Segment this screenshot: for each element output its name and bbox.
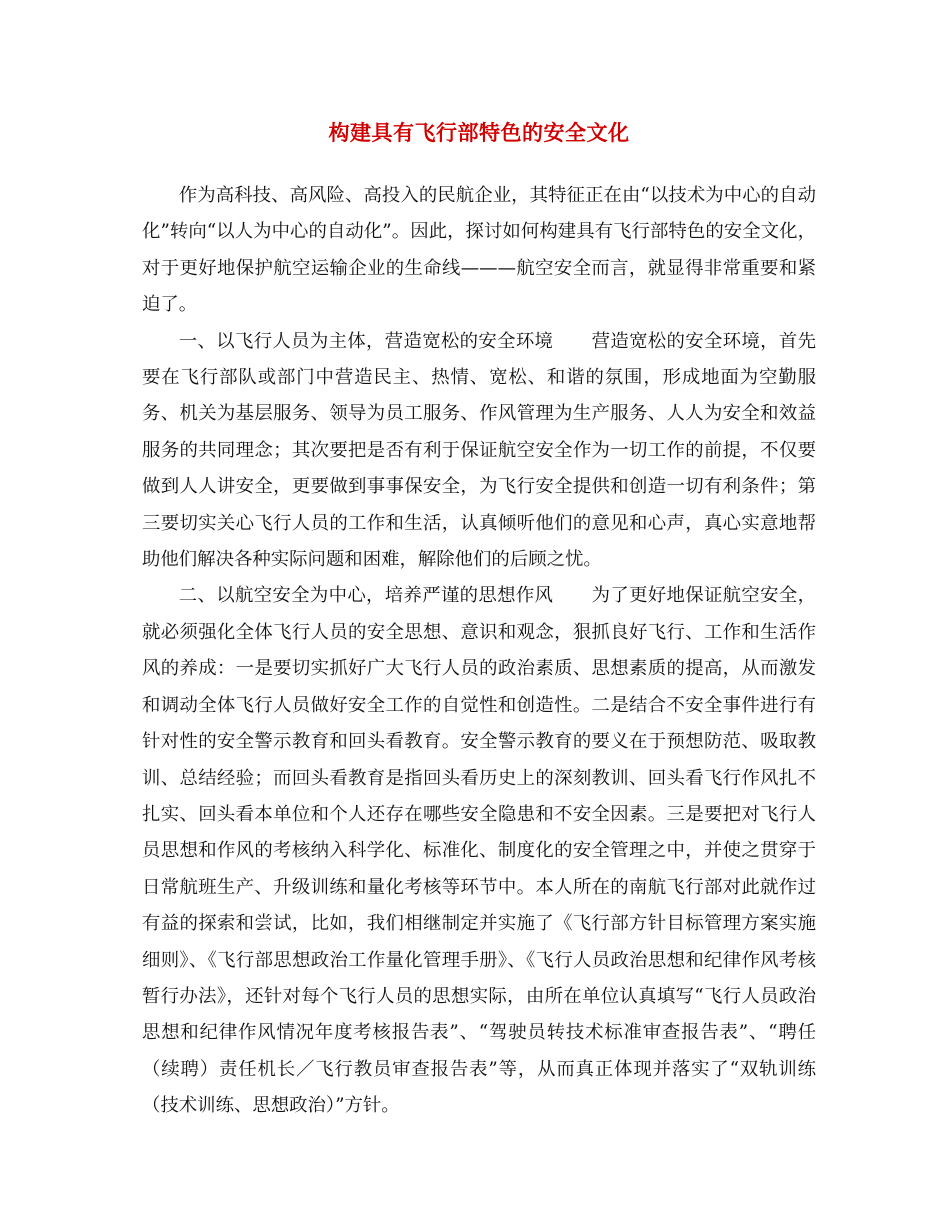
section-1-body: 营造宽松的安全环境，首先要在飞行部队或部门中营造民主、热情、宽松、和谐的氛围，形成地面为空勤服务、机关为基层服务、领导为员工服务、作风管理为生产服务、人人为安全和效益服务的共同理念；其次要把是否有利于保证航空安全作为一切工作的前提，不仅要做到人人讲安全，更要做到事事保安全，为飞行安全提供和创造一切有利条件；第三要切实关心飞行人员的工作和生活，认真倾听他们的意见和心声，真心实意地帮助他们解决各种实际问题和困难，解除他们的后顾之忧。	[142, 330, 816, 571]
document-page	[142, 118, 816, 1125]
section-2-body: 为了更好地保证航空安全，就必须强化全体飞行人员的安全思想、意识和观念，狠抓良好飞行、工作和生活作风的养成：一是要切实抓好广大飞行人员的政治素质、思想素质的提高，从而激发和调动全体飞行人员做好安全工作的自觉性和创造性。二是结合不安全事件进行有针对性的安全警示教育和回头看教育。安全警示教育的要义在于预想防范、吸取教训、总结经验；而回头看教育是指回头看历史上的深刻教训、回头看飞行作风扎不扎实、回头看本单位和个人还存在哪些安全隐患和不安全因素。三是要把对飞行人员思想和作风的考核纳入科学化、标准化、制度化的安全管理之中，并使之贯穿于日常航班生产、升级训练和量化考核等环节中。本人所在的南航飞行部对此就作过有益的探索和尝试，比如，我们相继制定并实施了《飞行部方针目标管理方案实施细则》、《飞行部思想政治工作量化管理手册》、《飞行人员政治思想和纪律作风考核暂行办法》，还针对每个飞行人员的思想实际，由所在单位认真填写“飞行人员政治思想和纪律作风情况年度考核报告表”、“驾驶员转技术标准审查报告表”、“聘任（续聘）责任机长／飞行教员审查报告表”等，从而真正体现并落实了“双轨训练（技术训练、思想政治）”方针。	[142, 585, 816, 1117]
section-1-heading: 一、以飞行人员为主体，营造宽松的安全环境	[178, 330, 554, 352]
section-2-heading: 二、以航空安全为中心，培养严谨的思想作风	[178, 585, 554, 607]
section-2-paragraph	[142, 578, 816, 1124]
intro-paragraph: 作为高科技、高风险、高投入的民航企业，其特征正在由“以技术为中心的自动化”转向“以人为中心的自动化”。因此，探讨如何构建具有飞行部特色的安全文化，对于更好地保护航空运输企业的生命线———航空安全而言，就显得非常重要和紧迫了。	[142, 185, 816, 316]
section-1-paragraph	[142, 324, 816, 579]
document-title: 构建具有飞行部特色的安全文化	[328, 120, 630, 145]
